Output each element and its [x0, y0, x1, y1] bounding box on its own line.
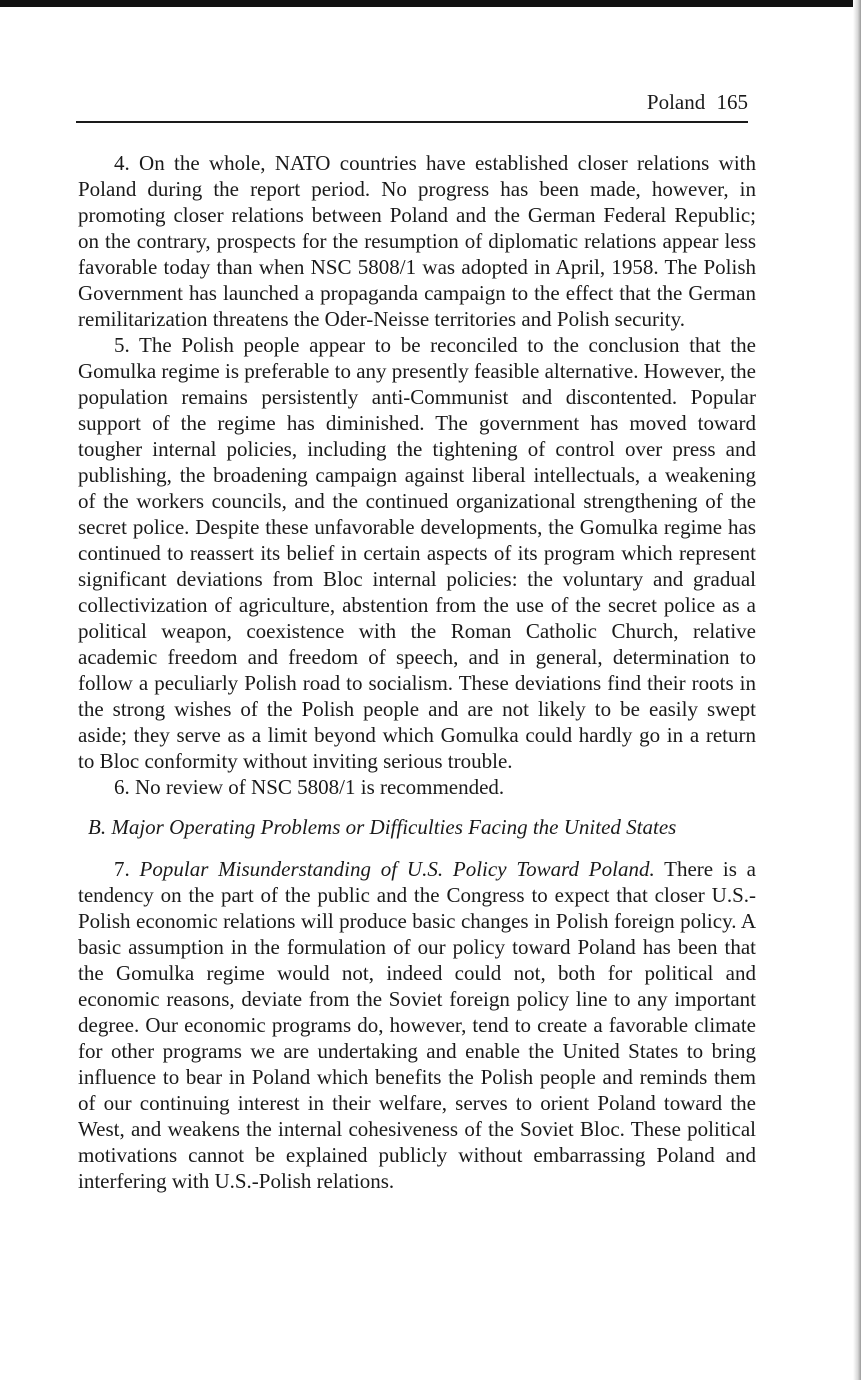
section-heading-b: B. Major Operating Problems or Difficulties Facing the United States: [88, 815, 677, 839]
paragraph-7: [78, 856, 756, 1194]
running-head: [76, 88, 748, 116]
header-rule: [76, 121, 748, 123]
page-right-edge-shadow: [853, 0, 861, 1380]
paragraph-7-text: There is a tendency on the part of the public and the Congress to expect that closer U.S.-Polish economic relations will produce basic changes in Polish foreign policy. A basic assumption in the formulation of our policy toward Poland has been that the Gomulka regime would not, indeed could not, both for political and economic reasons, deviate from the Soviet foreign policy line to any important degree. Our economic programs do, however, tend to create a favorable climate for other programs we are undertaking and enable the United States to bring influence to bear in Poland which benefits the Polish people and reminds them of our continuing interest in their welfare, serves to orient Poland toward the West, and weakens the internal cohesiveness of the Soviet Bloc. These political motivations cannot be explained publicly without embarrassing Poland and interfering with U.S.-Polish relations.: [78, 857, 757, 1193]
paragraph-7-number: 7.: [114, 857, 130, 881]
paragraph-7-title: Popular Misunderstanding of U.S. Policy Toward Poland.: [139, 857, 655, 881]
page-top-edge: [0, 0, 861, 7]
paragraph-6: 6. No review of NSC 5808/1 is recommended.: [114, 775, 505, 799]
page-body: [78, 150, 756, 1194]
page-number: 165: [716, 90, 748, 114]
running-head-section: Poland: [646, 90, 706, 114]
paragraph-5: 5. The Polish people appear to be reconciled to the conclusion that the Gomulka regime is preferable to any presently feasible alternative. However, the population remains persistently anti-Communist and discontented. Popular support of the regime has diminished. The government has moved toward tougher internal policies, including the tightening of control over press and publishing, the broadening campaign against liberal intellectuals, a weakening of the workers councils, and the continued organizational strengthening of the secret police. Despite these unfavorable developments, the Gomulka regime has continued to reassert its belief in certain aspects of its program which represent significant deviations from Bloc internal policies: the voluntary and gradual collectivization of agriculture, abstention from the use of the secret police as a political weapon, coexistence with the Roman Catholic Church, relative academic freedom and freedom of speech, and in general, determination to follow a peculiarly Polish road to socialism. These deviations find their roots in the strong wishes of the Polish people and are not likely to be easily swept aside; they serve as a limit beyond which Gomulka could hardly go in a return to Bloc conformity without inviting serious trouble.: [78, 333, 756, 773]
paragraph-4: 4. On the whole, NATO countries have established closer relations with Poland during the report period. No progress has been made, however, in promoting closer relations between Poland and the German Federal Republic; on the contrary, prospects for the resumption of diplomatic relations appear less favorable today than when NSC 5808/1 was adopted in April, 1958. The Polish Government has launched a propaganda campaign to the effect that the German remilitarization threatens the Oder-Neisse territories and Polish security.: [78, 151, 756, 331]
